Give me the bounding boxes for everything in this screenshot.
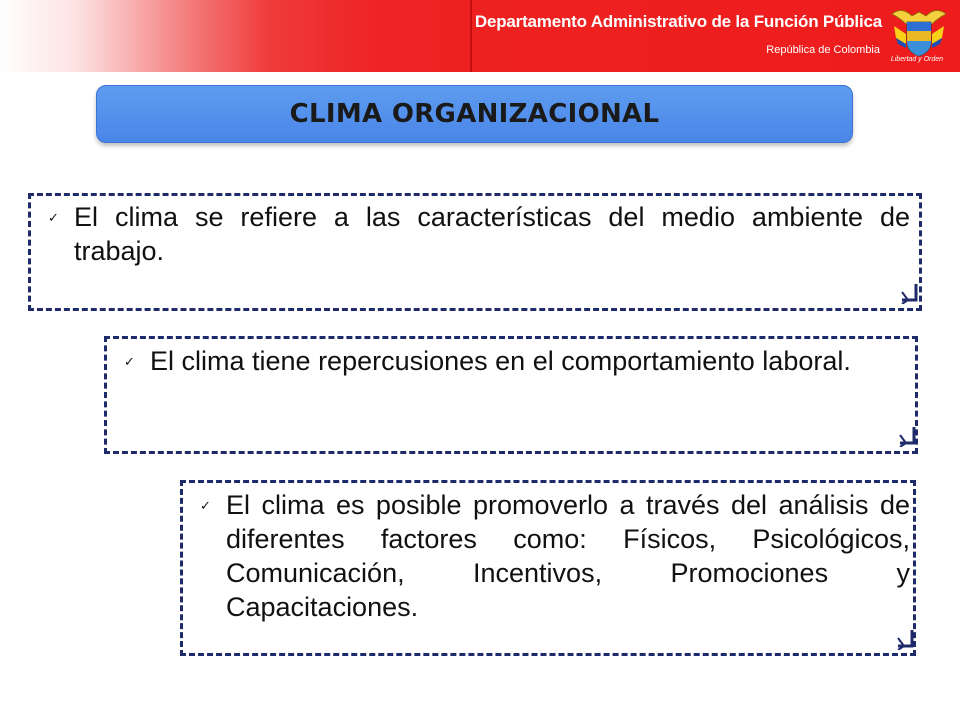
header-divider — [470, 0, 472, 72]
bullet-item-2 — [124, 344, 910, 378]
slide-title: CLIMA ORGANIZACIONAL — [289, 99, 660, 129]
corner-arrow-icon — [894, 628, 916, 650]
motto-text: Libertad y Orden — [890, 56, 944, 63]
bullet-item-3 — [200, 488, 910, 624]
country-name: República de Colombia — [766, 44, 880, 56]
bullet-text-2: El clima tiene repercusiones en el comportamiento laboral. — [150, 346, 851, 376]
checkmark-icon: ✓ — [200, 498, 211, 513]
bullet-text-3: El clima es posible promoverlo a través del análisis de diferentes factores como: Físicos, Psicológicos, Comunicación, Incentivos, Promociones y Capacitaciones. — [226, 490, 910, 622]
checkmark-icon: ✓ — [124, 354, 135, 369]
corner-arrow-icon — [898, 282, 920, 304]
bullet-item-1 — [48, 200, 910, 268]
corner-arrow-icon — [896, 425, 918, 447]
header-bar — [0, 0, 960, 72]
bullet-text-1: El clima se refiere a las características del medio ambiente de trabajo. — [74, 202, 910, 266]
organization-name: Departamento Administrativo de la Función Pública — [474, 12, 882, 31]
checkmark-icon: ✓ — [48, 210, 59, 225]
title-banner — [96, 85, 853, 143]
